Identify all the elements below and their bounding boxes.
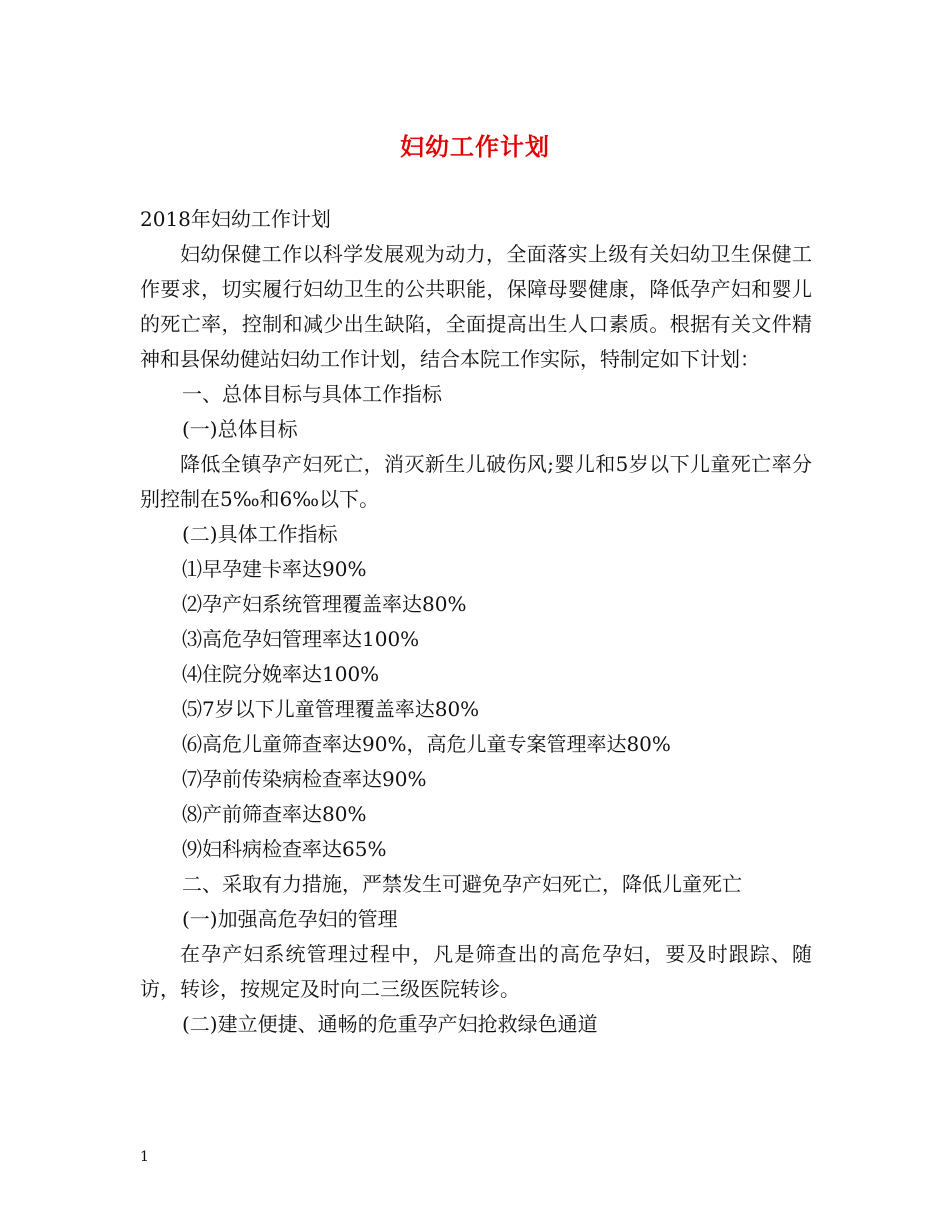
section2-heading: 二、采取有力措施，严禁发生可避免孕产妇死亡，降低儿童死亡 — [182, 872, 742, 896]
indicator-item-3: ⑶高危孕妇管理率达100% — [182, 627, 420, 651]
section1-sub1-paragraph: 降低全镇孕产妇死亡，消灭新生儿破伤风;婴儿和5岁以下儿童死亡率分别控制在5‰和6‰以下。 — [140, 452, 812, 511]
page-number: 1 — [140, 1149, 149, 1165]
section2-sub1-heading: (一)加强高危孕妇的管理 — [182, 907, 398, 931]
section2-sub2-heading: (二)建立便捷、通畅的危重孕产妇抢救绿色通道 — [182, 1012, 598, 1036]
document-subtitle: 2018年妇幼工作计划 — [140, 207, 331, 231]
indicator-item-2: ⑵孕产妇系统管理覆盖率达80% — [182, 592, 467, 616]
section2-sub1-paragraph: 在孕产妇系统管理过程中，凡是筛查出的高危孕妇，要及时跟踪、随访，转诊，按规定及时向二三级医院转诊。 — [140, 942, 812, 1001]
section1-sub1-heading: (一)总体目标 — [182, 417, 298, 441]
indicator-item-9: ⑼妇科病检查率达65% — [182, 837, 387, 861]
indicator-item-5: ⑸7岁以下儿童管理覆盖率达80% — [182, 697, 480, 721]
document-title: 妇幼工作计划 — [400, 132, 550, 161]
indicator-item-6: ⑹高危儿童筛查率达90%，高危儿童专案管理率达80% — [182, 732, 671, 756]
indicator-item-1: ⑴早孕建卡率达90% — [182, 557, 367, 581]
indicator-item-8: ⑻产前筛查率达80% — [182, 802, 367, 826]
indicator-item-4: ⑷住院分娩率达100% — [182, 662, 380, 686]
indicator-item-7: ⑺孕前传染病检查率达90% — [182, 767, 427, 791]
section1-heading: 一、总体目标与具体工作指标 — [182, 382, 442, 406]
intro-paragraph: 妇幼保健工作以科学发展观为动力，全面落实上级有关妇幼卫生保健工作要求，切实履行妇幼卫生的公共职能，保障母婴健康，降低孕产妇和婴儿的死亡率，控制和减少出生缺陷，全面提高出生人口素质。根据有关文件精神和县保幼健站妇幼工作计划，结合本院工作实际，特制定如下计划： — [140, 242, 812, 371]
section1-sub2-heading: (二)具体工作指标 — [182, 522, 338, 546]
document-body — [140, 202, 812, 1042]
